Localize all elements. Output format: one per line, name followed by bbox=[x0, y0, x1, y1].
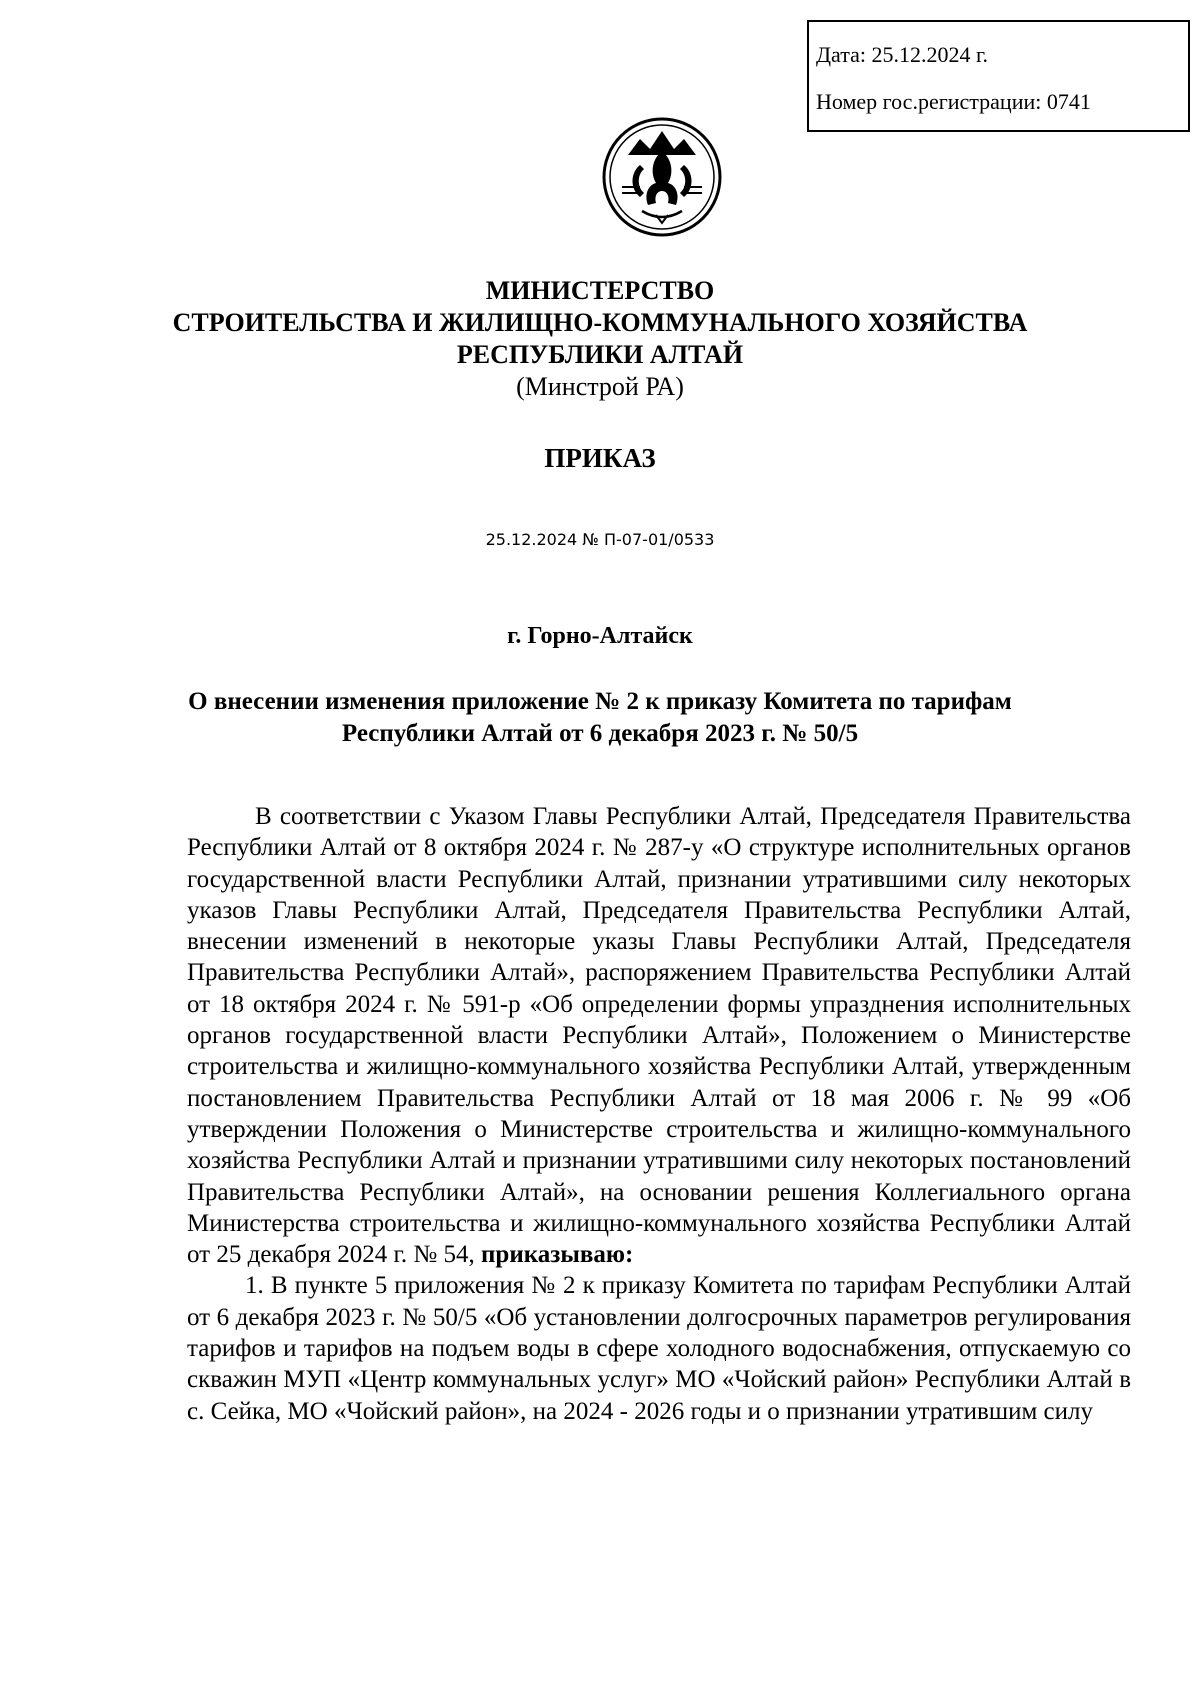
ministry-line-2: СТРОИТЕЛЬСТВА И ЖИЛИЩНО-КОММУНАЛЬНОГО ХОЗЯЙСТВА bbox=[172, 308, 1028, 337]
document-title-line-1: О внесении изменения приложение № 2 к приказу Комитета по тарифам bbox=[188, 688, 1012, 715]
ministry-line-1: МИНИСТЕРСТВО bbox=[485, 276, 715, 305]
order-word: приказываю: bbox=[481, 1241, 634, 1269]
ministry-header bbox=[0, 275, 1200, 403]
body-paragraph-2: 1. В пункте 5 приложения № 2 к приказу Комитета по тарифам Республики Алтай от 6 декабря 2023 г. № 50/5 «Об установлении долгосрочных параметров регулирования тарифов и тарифов на подъем воды в сфере холодного водоснабжения, отпускаемую со скважин МУП «Центр коммунальных услуг» МО «Чойский район» Республики Алтай в с. Сейка, МО «Чойский район», на 2024 - 2026 годы и о признании утратившим силу bbox=[187, 1272, 1131, 1425]
document-title-line-2: Республики Алтай от 6 декабря 2023 г. № 50/5 bbox=[341, 720, 859, 747]
registration-number-label: Номер гос.регистрации: bbox=[816, 89, 1042, 114]
registration-date-label: Дата: bbox=[816, 42, 866, 67]
ministry-line-3: РЕСПУБЛИКИ АЛТАЙ bbox=[456, 340, 744, 369]
ministry-short-name: (Минстрой РА) bbox=[516, 372, 684, 401]
document-title bbox=[0, 686, 1200, 750]
document-date-number: 25.12.2024 № П-07-01/0533 bbox=[485, 530, 715, 549]
body-paragraph-1-text: В соответствии с Указом Главы Республики Алтай, Председателя Правительства Республики Алтай от 8 октября 2024 г. № 287-у «О структуре исполнительных органов государственной власти Республики Алтай, признании утратившими силу некоторых указов Главы Республики Алтай, Председателя Правительства Республики Алтай, внесении изменений в некоторые указы Главы Республики Алтай, Председателя Правительства Республики Алтай», распоряжением Правительства Республики Алтай от 18 октября 2024 г. № 591-р «Об определении формы упразднения исполнительных органов государственной власти Республики Алтай», Положением о Министерстве строительства и жилищно-коммунального хозяйства Республики Алтай, утвержденным постановлением Правительства Республики Алтай от 18 мая 2006 г. № 99 «Об утверждении Положения о Министерстве строительства и жилищно-коммунального хозяйства Республики Алтай и признании утратившими силу некоторых постановлений Правительства Республики Алтай», на основании решения Коллегиального органа Министерства строительства и жилищно-коммунального хозяйства Республики Алтай от 25 декабря 2024 г. № 54, bbox=[187, 803, 1131, 1269]
document-type: ПРИКАЗ bbox=[544, 443, 656, 473]
registration-date bbox=[816, 42, 988, 68]
body-paragraph-1 bbox=[187, 801, 1131, 1270]
document-body bbox=[187, 801, 1131, 1427]
coat-of-arms-emblem-icon bbox=[600, 115, 724, 239]
document-city: г. Горно-Алтайск bbox=[507, 623, 693, 649]
registration-stamp bbox=[807, 20, 1190, 132]
registration-number bbox=[816, 89, 1091, 115]
registration-number-value: 0741 bbox=[1046, 89, 1091, 114]
registration-date-value: 25.12.2024 г. bbox=[871, 42, 989, 67]
